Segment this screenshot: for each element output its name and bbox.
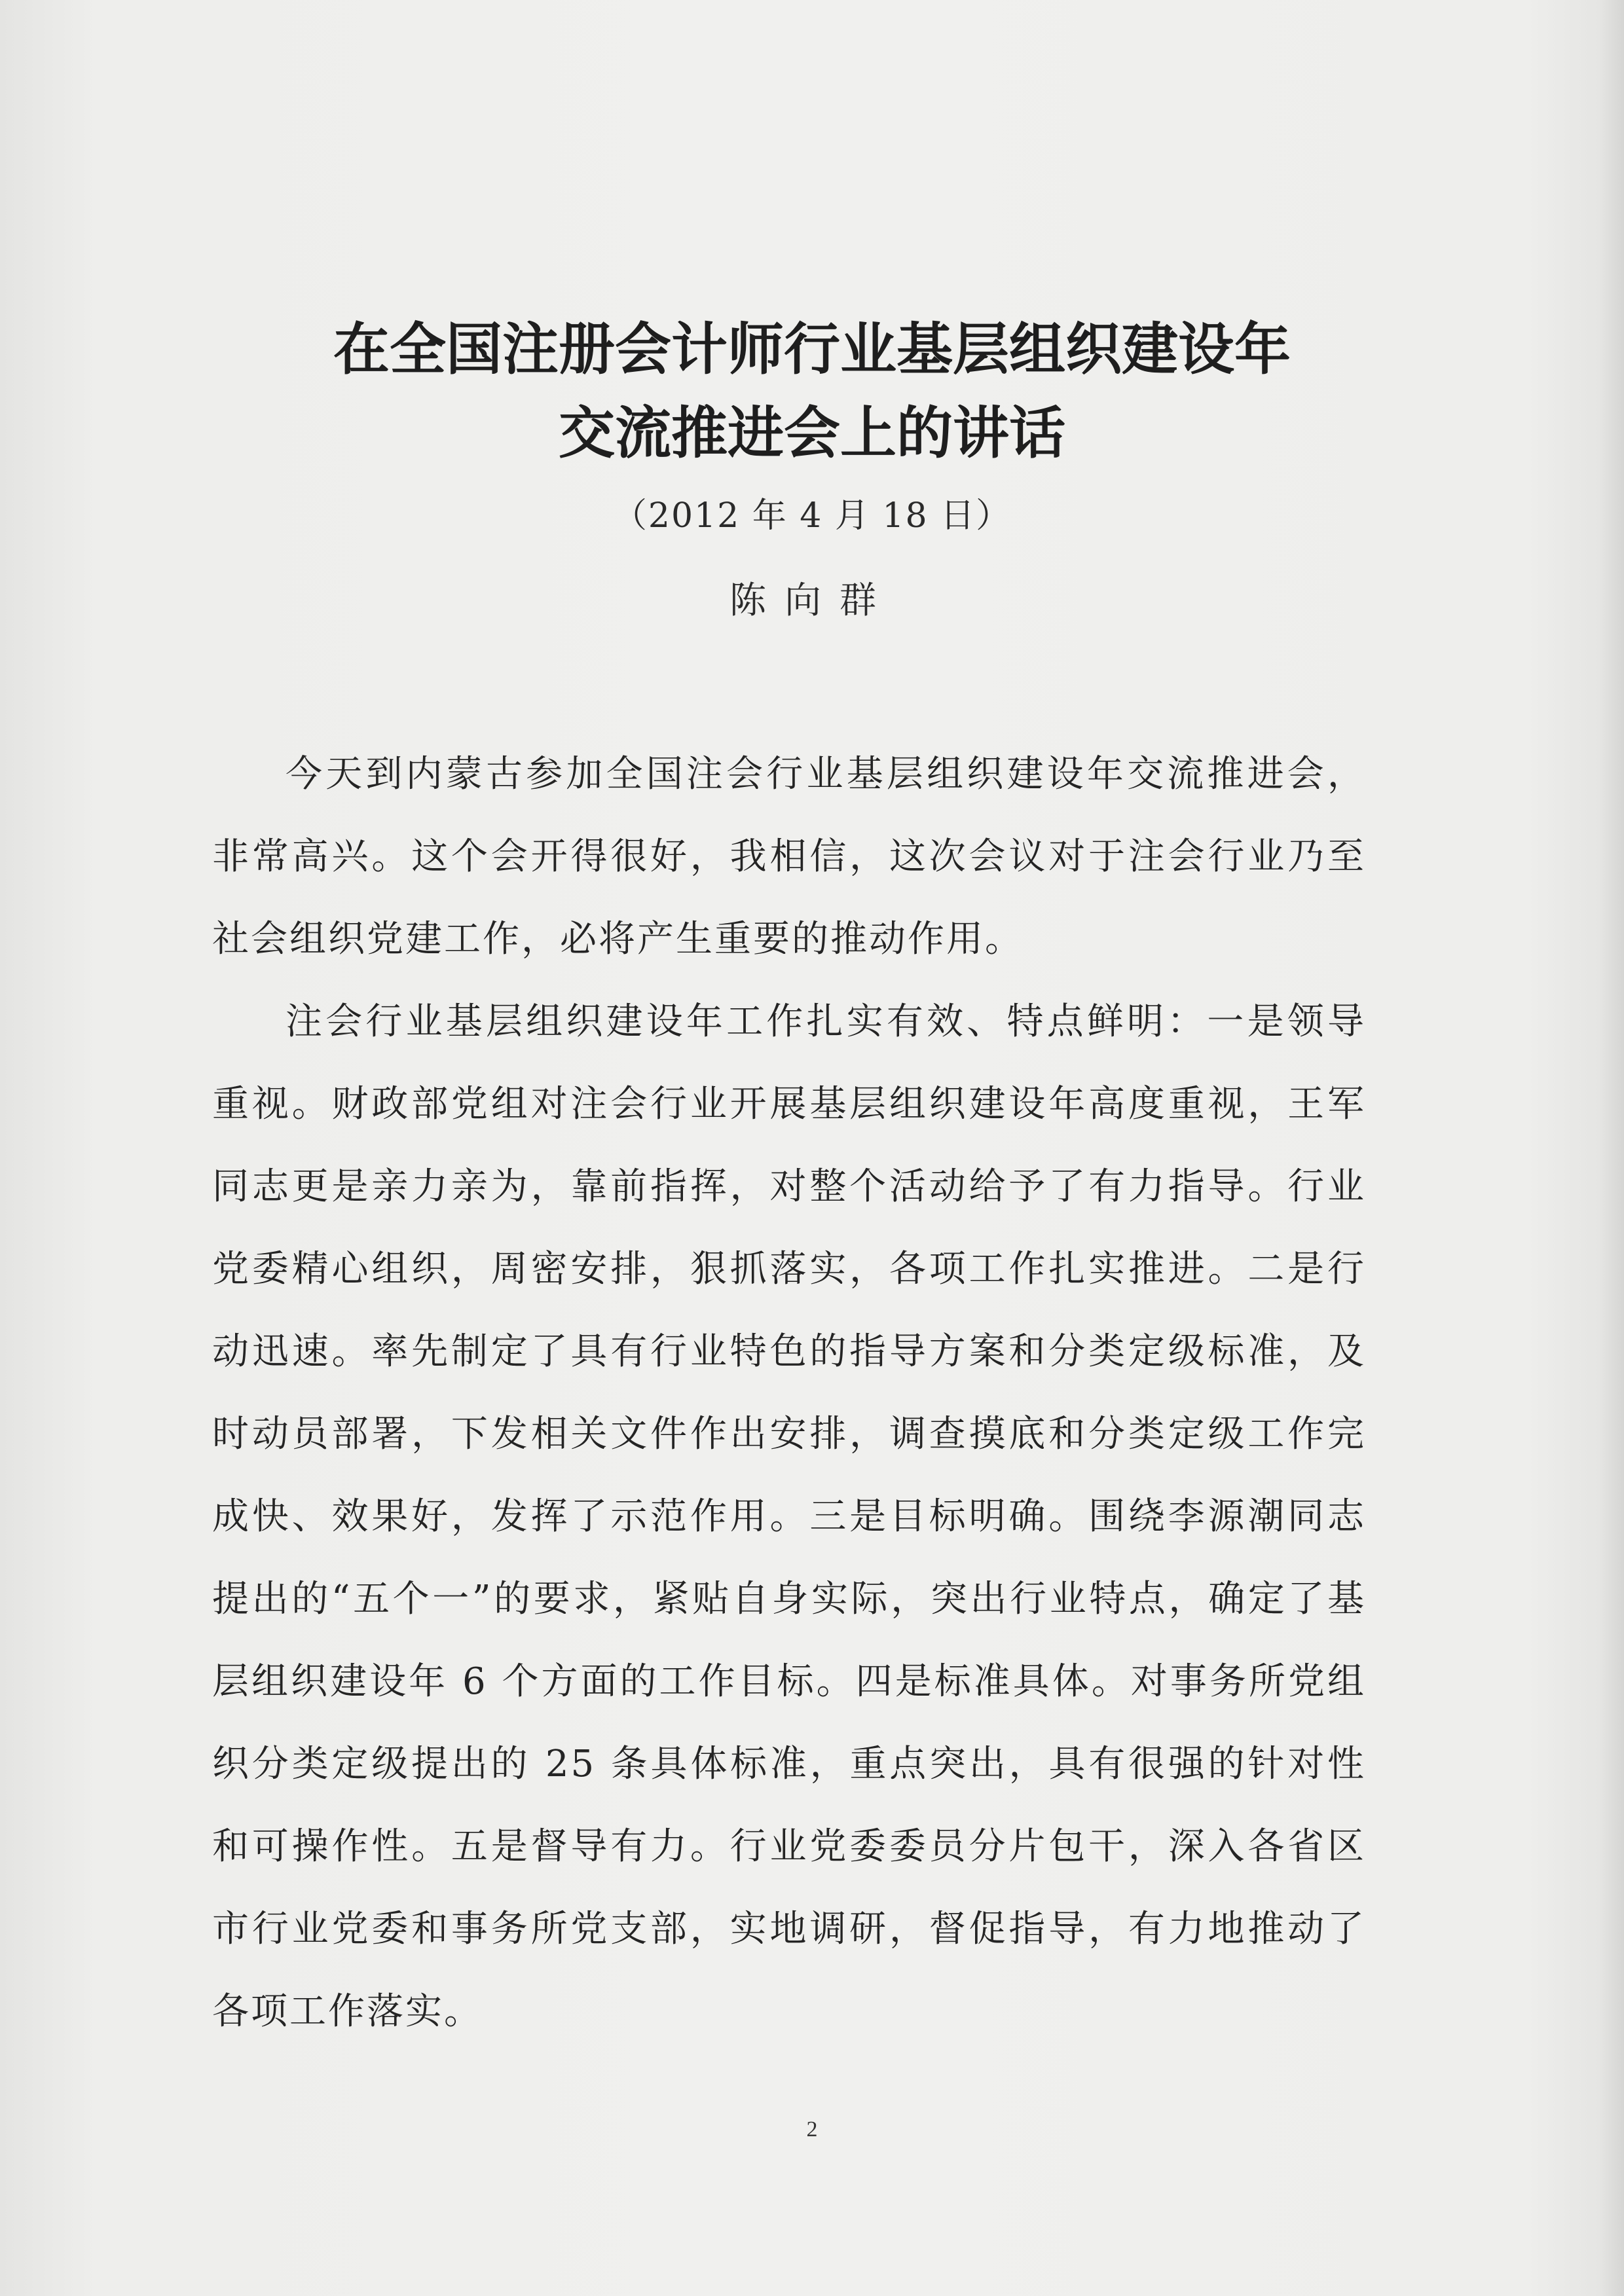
document-body xyxy=(212,733,1366,2053)
body-paragraph: 注会行业基层组织建设年工作扎实有效、特点鲜明：一是领导重视。财政部党组对注会行业开展基层组织建设年高度重视，王军同志更是亲力亲为，靠前指挥，对整个活动给予了有力指导。行业党委精心组织，周密安排，狠抓落实，各项工作扎实推进。二是行动迅速。率先制定了具有行业特色的指导方案和分类定级标准，及时动员部署，下发相关文件作出安排，调查摸底和分类定级工作完成快、效果好，发挥了示范作用。三是目标明确。围绕李源潮同志提出的“五个一”的要求，紧贴自身实际，突出行业特点，确定了基层组织建设年 6 个方面的工作目标。四是标准具体。对事务所党组织分类定级提出的 25 条具体标准，重点突出，具有很强的针对性和可操作性。五是督导有力。行业党委委员分片包干，深入各省区市行业党委和事务所党支部，实地调研，督促指导，有力地推动了各项工作落实。 xyxy=(212,1000,1366,2033)
document-title-line-1: 在全国注册会计师行业基层组织建设年 xyxy=(333,317,1291,382)
speech-date: （2012 年 4 月 18 日） xyxy=(612,496,1012,536)
page-number: 2 xyxy=(806,2117,818,2141)
document-title-line-2: 交流推进会上的讲话 xyxy=(559,401,1065,466)
body-paragraph: 今天到内蒙古参加全国注会行业基层组织建设年交流推进会，非常高兴。这个会开得很好，我相信，这次会议对于注会行业乃至社会组织党建工作，必将产生重要的推动作用。 xyxy=(212,753,1366,960)
speech-author: 陈向群 xyxy=(729,579,895,622)
